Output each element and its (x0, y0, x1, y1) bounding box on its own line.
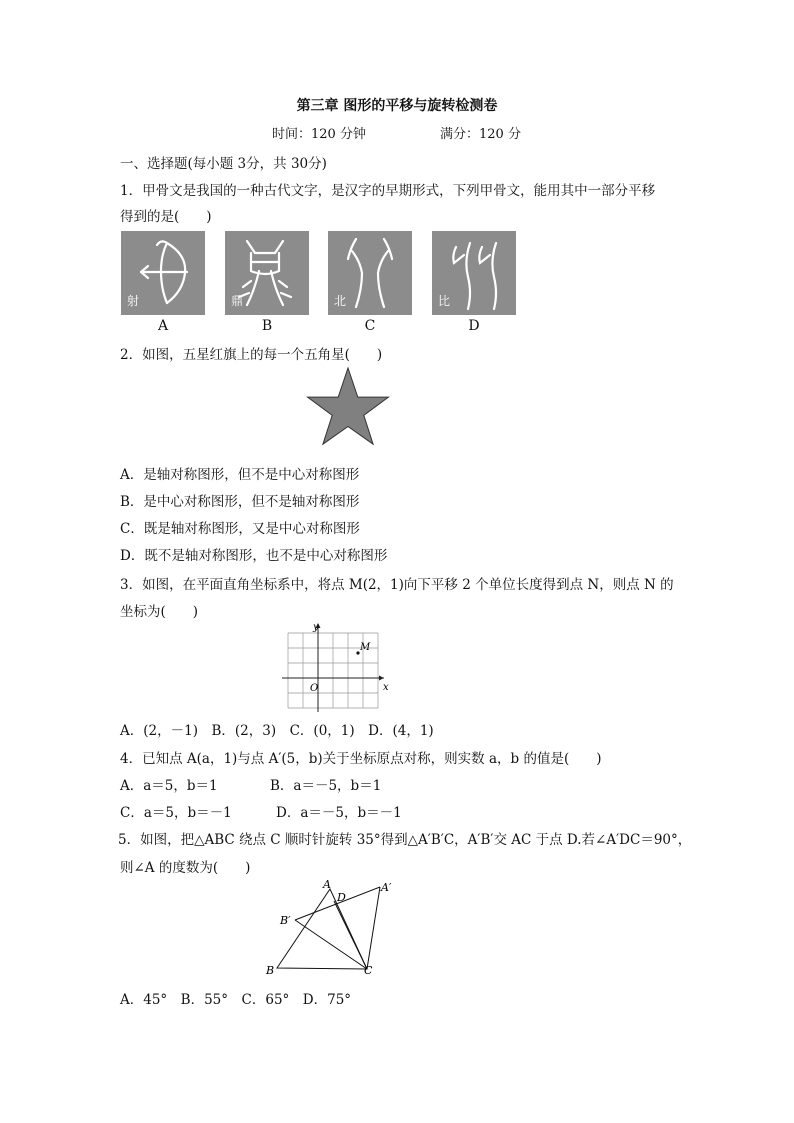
q1-stem-line2: 得到的是( ) (120, 209, 212, 225)
vertex-b-label: B (266, 964, 275, 977)
vertex-a-prime-label: A′ (381, 881, 392, 894)
vertex-a-label: A (323, 878, 331, 891)
point-d-label: D (337, 891, 346, 904)
coordinate-grid-figure (280, 620, 392, 712)
q2-option-b: B．是中心对称图形，但不是轴对称图形 (120, 494, 360, 510)
q2-stem: 2．如图，五星红旗上的每一个五角星( ) (120, 347, 383, 363)
section-heading: 一、选择题(每小题 3分，共 30分) (120, 156, 327, 172)
tile-a-char: 射 (127, 294, 140, 308)
vertex-c-label: C (364, 964, 373, 977)
option-d-label: D (468, 318, 480, 334)
q4-option-a: A．a＝5，b＝1 (120, 778, 218, 794)
page-title: 第三章 图形的平移与旋转检测卷 (296, 98, 498, 114)
option-b-label: B (261, 318, 273, 334)
oracle-tile-c (328, 231, 412, 315)
y-axis-label: y (313, 622, 319, 633)
q3-stem-line2: 坐标为( ) (120, 604, 199, 620)
point-m-label: M (360, 642, 371, 653)
option-a-label: A (157, 318, 169, 334)
oracle-tile-d (432, 231, 516, 315)
q3-stem-line1: 3．如图，在平面直角坐标系中，将点 M(2，1)向下平移 2 个单位长度得到点 N，则点 N 的 (120, 577, 674, 593)
origin-label: O (310, 683, 319, 694)
q2-option-c: C．既是轴对称图形，又是中心对称图形 (120, 521, 360, 537)
tile-b-char: 鼎 (231, 294, 244, 308)
oracle-tile-a (121, 231, 205, 315)
q2-option-a: A．是轴对称图形，但不是中心对称图形 (120, 467, 360, 483)
q4-option-c: C．a＝5，b＝－1 (120, 805, 232, 821)
q4-stem: 4．已知点 A(a，1)与点 A′(5，b)关于坐标原点对称，则实数 a，b 的值是( ) (120, 751, 602, 767)
q4-option-d: D．a＝－5，b＝－1 (276, 805, 402, 821)
q5-options: A．45° B．55° C．65° D．75° (120, 992, 352, 1008)
exam-time: 时间：120 分钟 (272, 127, 366, 142)
five-point-star-icon (306, 364, 390, 452)
tile-d-char: 比 (438, 294, 451, 308)
q1-stem-line1: 1．甲骨文是我国的一种古代文字，是汉字的早期形式，下列甲骨文，能用其中一部分平移 (120, 183, 656, 199)
q5-stem-line2: 则∠A 的度数为( ) (120, 860, 251, 876)
q3-options: A．(2，－1) B．(2，3) C．(0，1) D．(4，1) (120, 723, 434, 739)
option-c-label: C (364, 318, 376, 334)
oracle-tile-b (225, 231, 309, 315)
x-axis-label: x (383, 682, 389, 693)
rotation-triangle-figure (262, 876, 410, 980)
vertex-b-prime-label: B′ (280, 914, 291, 927)
q4-option-b: B．a＝－5，b＝1 (270, 778, 382, 794)
q2-option-d: D．既不是轴对称图形，也不是中心对称图形 (120, 548, 388, 564)
exam-score: 满分：120 分 (440, 127, 521, 142)
q5-stem-line1: 5．如图，把△ABC 绕点 C 顺时针旋转 35°得到△A′B′C，A′B′交 AC 于点 D.若∠A′DC＝90°， (118, 832, 692, 848)
tile-c-char: 北 (334, 294, 347, 308)
